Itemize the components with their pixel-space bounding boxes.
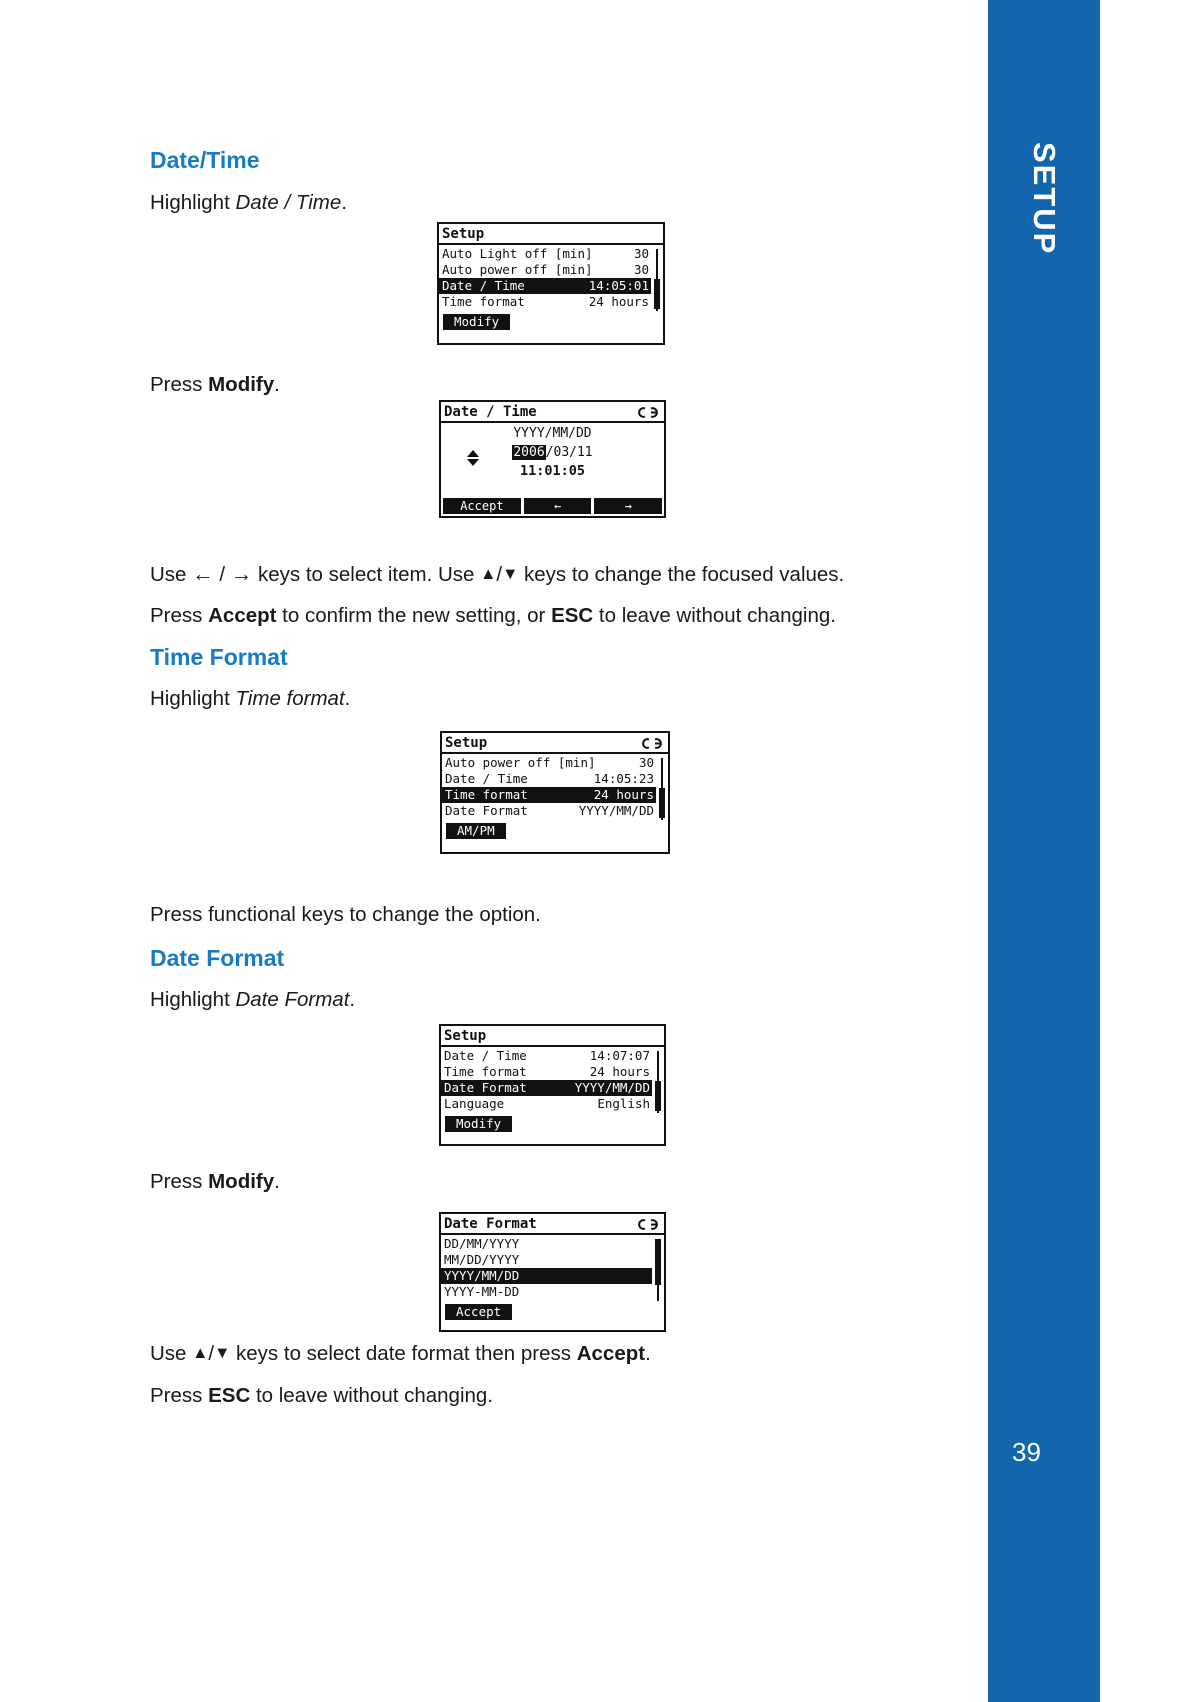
power-icon [640,738,664,749]
lcd-row-value: 24 hours [593,787,654,802]
lcd-row-value: YYYY/MM/DD [578,803,654,818]
lcd-scrollbar [656,249,658,311]
lcd-time-value: 11:01:05 [519,463,586,479]
lcd-row [442,771,656,787]
lcd-row [441,1096,652,1112]
instruction-press-esc: Press ESC to leave without changing. [150,1384,494,1407]
lcd-row-label: Auto Light off [min] [442,246,593,261]
lcd-row-selected [439,278,651,294]
power-icon [636,1219,660,1230]
lcd-row [439,246,651,262]
lcd-row-value: 30 [633,246,649,261]
instruction-highlight-time-format: Highlight Time format. [150,687,351,710]
instruction-highlight-date-format: Highlight Date Format. [150,988,356,1011]
lcd-scrollbar-thumb [655,1239,661,1285]
lcd-scrollbar-thumb [654,279,660,309]
lcd-rows [442,754,668,819]
instruction-press-functional: Press functional keys to change the option. [150,903,541,926]
lcd-button-accept: Accept [443,498,521,514]
lcd-row [441,1048,652,1064]
lcd-scrollbar [657,1239,659,1301]
lcd-row [442,755,656,771]
instruction-press-accept-esc: Press Accept to confirm the new setting, or ESC to leave without changing. [150,604,836,627]
lcd-title-text: Setup [444,1028,487,1044]
page-number: 39 [1012,1437,1041,1467]
instruction-use-select-keys: Use ← / → keys to select item. Use ▲/▼ keys to change the focused values. [150,562,845,586]
lcd-button-accept: Accept [445,1304,512,1320]
lcd-scrollbar [657,1051,659,1113]
lcd-screen-datetime-editor [439,400,666,518]
lcd-title-text: Date Format [444,1216,537,1232]
lcd-row-value: 14:07:07 [589,1048,650,1063]
lcd-scrollbar [661,758,663,820]
lcd-screen-dateformat-list [439,1212,666,1332]
lcd-scrollbar-thumb [655,1081,661,1111]
section-heading-date-format: Date Format [150,945,285,971]
lcd-button-bar [443,498,662,514]
lcd-row-value: 30 [638,755,654,770]
lcd-row-label: Time format [442,294,525,309]
instruction-use-updown: Use ▲/▼ keys to select date format then press Accept. [150,1342,651,1365]
lcd-button-left-arrow: ← [524,498,592,514]
lcd-row-label: Time format [445,787,528,802]
lcd-rows [439,245,663,310]
lcd-title-text: Setup [445,735,488,751]
lcd-row-value: 14:05:01 [588,278,649,293]
lcd-button-ampm: AM/PM [446,823,506,839]
up-arrow-icon [467,450,479,457]
lcd-button-right-arrow: → [594,498,662,514]
lcd-title [441,1026,664,1047]
updown-arrows-icon [467,450,479,466]
lcd-title [439,224,663,245]
lcd-date-format-label: YYYY/MM/DD [513,426,592,441]
lcd-row-label: Date Format [445,803,528,818]
lcd-option: MM/DD/YYYY [444,1252,520,1267]
lcd-screen-setup-dateformat [439,1024,666,1146]
setup-tab-label: SETUP [1027,142,1062,256]
lcd-row-label: Time format [444,1064,527,1079]
lcd-screen-setup-timeformat [440,731,670,854]
lcd-row-value: 24 hours [588,294,649,309]
instruction-highlight-date-time: Highlight Date / Time. [150,191,347,214]
lcd-title [441,1214,664,1235]
lcd-button-modify: Modify [443,314,510,330]
instruction-press-modify-2: Press Modify. [150,1170,280,1193]
lcd-row-label: Auto power off [min] [445,755,596,770]
lcd-date-focused-field: 2006 [513,445,545,460]
section-heading-date-time: Date/Time [150,147,260,173]
setup-tab [988,0,1100,1702]
lcd-option-selected: YYYY/MM/DD [441,1268,652,1284]
lcd-option: DD/MM/YYYY [444,1236,520,1251]
lcd-row-label: Date Format [444,1080,527,1095]
lcd-row-label: Language [444,1096,505,1111]
lcd-row [441,1064,652,1080]
lcd-row-label: Date / Time [444,1048,527,1063]
lcd-row [439,294,651,310]
down-arrow-icon [467,459,479,466]
lcd-title-text: Date / Time [444,404,537,420]
lcd-button-modify: Modify [445,1116,512,1132]
lcd-row-value: English [597,1096,650,1111]
lcd-row-selected [441,1080,652,1096]
instruction-press-modify: Press Modify. [150,373,280,396]
lcd-row-value: 14:05:23 [593,771,654,786]
lcd-title-text: Setup [442,226,485,242]
power-icon [636,407,660,418]
lcd-row-value: 24 hours [589,1064,650,1079]
lcd-row-value: YYYY/MM/DD [574,1080,650,1095]
lcd-row [442,803,656,819]
lcd-row [439,262,651,278]
lcd-rows [441,1047,664,1112]
lcd-row-value: 30 [633,262,649,277]
lcd-row-label: Date / Time [445,771,528,786]
section-heading-time-format: Time Format [150,644,288,670]
lcd-title [441,402,664,423]
lcd-datetime-body [441,423,664,495]
lcd-row-label: Auto power off [min] [442,262,593,277]
lcd-scrollbar-thumb [659,788,665,818]
lcd-screen-setup-datetime [437,222,665,345]
lcd-option-list [441,1235,664,1300]
lcd-date-rest: /03/11 [545,445,593,460]
lcd-option: YYYY-MM-DD [444,1284,520,1299]
lcd-title [442,733,668,754]
lcd-row-selected [442,787,656,803]
lcd-row-label: Date / Time [442,278,525,293]
